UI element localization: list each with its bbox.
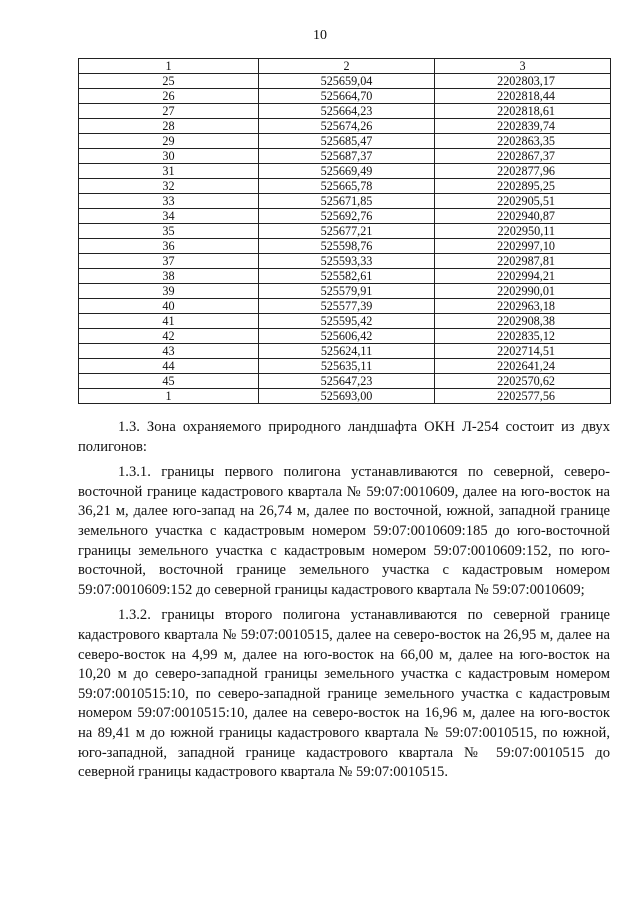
cell-point-number: 42 xyxy=(79,329,259,344)
cell-x-coordinate: 525577,39 xyxy=(259,299,435,314)
cell-y-coordinate: 2202835,12 xyxy=(435,329,611,344)
cell-x-coordinate: 525659,04 xyxy=(259,74,435,89)
table-row xyxy=(79,179,611,194)
cell-y-coordinate: 2202963,18 xyxy=(435,299,611,314)
table-row xyxy=(79,164,611,179)
cell-x-coordinate: 525624,11 xyxy=(259,344,435,359)
table-header-row xyxy=(79,59,611,74)
cell-y-coordinate: 2202867,37 xyxy=(435,149,611,164)
cell-y-coordinate: 2202839,74 xyxy=(435,119,611,134)
cell-x-coordinate: 525687,37 xyxy=(259,149,435,164)
header-point-number: 1 xyxy=(79,59,259,74)
cell-x-coordinate: 525664,70 xyxy=(259,89,435,104)
table-row xyxy=(79,239,611,254)
cell-y-coordinate: 2202818,61 xyxy=(435,104,611,119)
paragraph-first-polygon: 1.3.1. границы первого полигона устанавливаются по северной, северо-восточной границе кадастрового квартала № 59:07:0010609, далее на юго-восток на 36,21 м, далее юго-запад на 26,74 м, далее по восточной, южной, западной границе земельного участка с кадастровым номером 59:07:0010609:185 до юго-восточной границы земельного участка с кадастровым номером 59:07:0010609:152, по юго-восточной, восточной границе земельного участка с кадастровым номером 59:07:0010609:152 до северной границы кадастрового квартала № 59:07:0010609; xyxy=(78,464,610,598)
cell-y-coordinate: 2202877,96 xyxy=(435,164,611,179)
cell-y-coordinate: 2202940,87 xyxy=(435,209,611,224)
cell-x-coordinate: 525674,26 xyxy=(259,119,435,134)
cell-x-coordinate: 525598,76 xyxy=(259,239,435,254)
table-row xyxy=(79,299,611,314)
cell-y-coordinate: 2202570,62 xyxy=(435,374,611,389)
cell-point-number: 33 xyxy=(79,194,259,209)
cell-y-coordinate: 2202994,21 xyxy=(435,269,611,284)
coordinates-table xyxy=(78,58,611,404)
table-row xyxy=(79,89,611,104)
cell-point-number: 30 xyxy=(79,149,259,164)
cell-point-number: 36 xyxy=(79,239,259,254)
table-row xyxy=(79,74,611,89)
document-body xyxy=(78,418,610,783)
cell-x-coordinate: 525692,76 xyxy=(259,209,435,224)
cell-y-coordinate: 2202895,25 xyxy=(435,179,611,194)
cell-point-number: 41 xyxy=(79,314,259,329)
table-row xyxy=(79,389,611,404)
table-row xyxy=(79,119,611,134)
table-row xyxy=(79,374,611,389)
cell-y-coordinate: 2202803,17 xyxy=(435,74,611,89)
table-row xyxy=(79,134,611,149)
table-row xyxy=(79,359,611,374)
cell-x-coordinate: 525593,33 xyxy=(259,254,435,269)
header-x-coordinate: 2 xyxy=(259,59,435,74)
cell-point-number: 43 xyxy=(79,344,259,359)
cell-y-coordinate: 2202714,51 xyxy=(435,344,611,359)
cell-y-coordinate: 2202577,56 xyxy=(435,389,611,404)
cell-x-coordinate: 525671,85 xyxy=(259,194,435,209)
cell-y-coordinate: 2202987,81 xyxy=(435,254,611,269)
cell-y-coordinate: 2202641,24 xyxy=(435,359,611,374)
table-row xyxy=(79,194,611,209)
cell-x-coordinate: 525685,47 xyxy=(259,134,435,149)
cell-point-number: 31 xyxy=(79,164,259,179)
cell-point-number: 40 xyxy=(79,299,259,314)
cell-y-coordinate: 2202908,38 xyxy=(435,314,611,329)
cell-y-coordinate: 2202997,10 xyxy=(435,239,611,254)
table-body xyxy=(79,74,611,404)
cell-point-number: 32 xyxy=(79,179,259,194)
cell-x-coordinate: 525664,23 xyxy=(259,104,435,119)
cell-point-number: 39 xyxy=(79,284,259,299)
table-row xyxy=(79,344,611,359)
cell-x-coordinate: 525647,23 xyxy=(259,374,435,389)
header-y-coordinate: 3 xyxy=(435,59,611,74)
table-row xyxy=(79,254,611,269)
page-number: 10 xyxy=(313,28,327,43)
cell-x-coordinate: 525595,42 xyxy=(259,314,435,329)
cell-x-coordinate: 525635,11 xyxy=(259,359,435,374)
cell-point-number: 45 xyxy=(79,374,259,389)
cell-y-coordinate: 2202950,11 xyxy=(435,224,611,239)
cell-x-coordinate: 525665,78 xyxy=(259,179,435,194)
cell-point-number: 28 xyxy=(79,119,259,134)
table-row xyxy=(79,329,611,344)
cell-point-number: 35 xyxy=(79,224,259,239)
cell-point-number: 27 xyxy=(79,104,259,119)
cell-y-coordinate: 2202990,01 xyxy=(435,284,611,299)
cell-x-coordinate: 525606,42 xyxy=(259,329,435,344)
cell-x-coordinate: 525669,49 xyxy=(259,164,435,179)
cell-x-coordinate: 525579,91 xyxy=(259,284,435,299)
table-row xyxy=(79,314,611,329)
paragraph-zone-description: 1.3. Зона охраняемого природного ландшафта ОКН Л-254 состоит из двух полигонов: xyxy=(78,419,610,455)
cell-x-coordinate: 525693,00 xyxy=(259,389,435,404)
table-row xyxy=(79,269,611,284)
table-row xyxy=(79,149,611,164)
cell-point-number: 37 xyxy=(79,254,259,269)
cell-point-number: 38 xyxy=(79,269,259,284)
table-row xyxy=(79,224,611,239)
paragraph-second-polygon: 1.3.2. границы второго полигона устанавливаются по северной границе кадастрового квартала № 59:07:0010515, далее на северо-восток на 26,95 м, далее на северо-восток на 4,99 м, далее на юго-восток на 66,00 м, далее на юго-восток на 10,20 м до северо-западной границы земельного участка с кадастровым номером 59:07:0010515:10, по северо-западной границе земельного участка с кадастровым номером 59:07:0010515:10, далее на северо-восток на 16,96 м, далее на юго-восток на 89,41 м до южной границы кадастрового квартала № 59:07:0010515, по южной, юго-западной, западной границе кадастрового квартала № 59:07:0010515 до северной границы кадастрового квартала № 59:07:0010515. xyxy=(78,607,610,781)
cell-point-number: 34 xyxy=(79,209,259,224)
cell-point-number: 26 xyxy=(79,89,259,104)
cell-point-number: 44 xyxy=(79,359,259,374)
table-row xyxy=(79,209,611,224)
cell-x-coordinate: 525582,61 xyxy=(259,269,435,284)
cell-y-coordinate: 2202905,51 xyxy=(435,194,611,209)
cell-y-coordinate: 2202818,44 xyxy=(435,89,611,104)
cell-point-number: 25 xyxy=(79,74,259,89)
cell-y-coordinate: 2202863,35 xyxy=(435,134,611,149)
cell-point-number: 29 xyxy=(79,134,259,149)
table-row xyxy=(79,284,611,299)
cell-point-number: 1 xyxy=(79,389,259,404)
table-row xyxy=(79,104,611,119)
cell-x-coordinate: 525677,21 xyxy=(259,224,435,239)
